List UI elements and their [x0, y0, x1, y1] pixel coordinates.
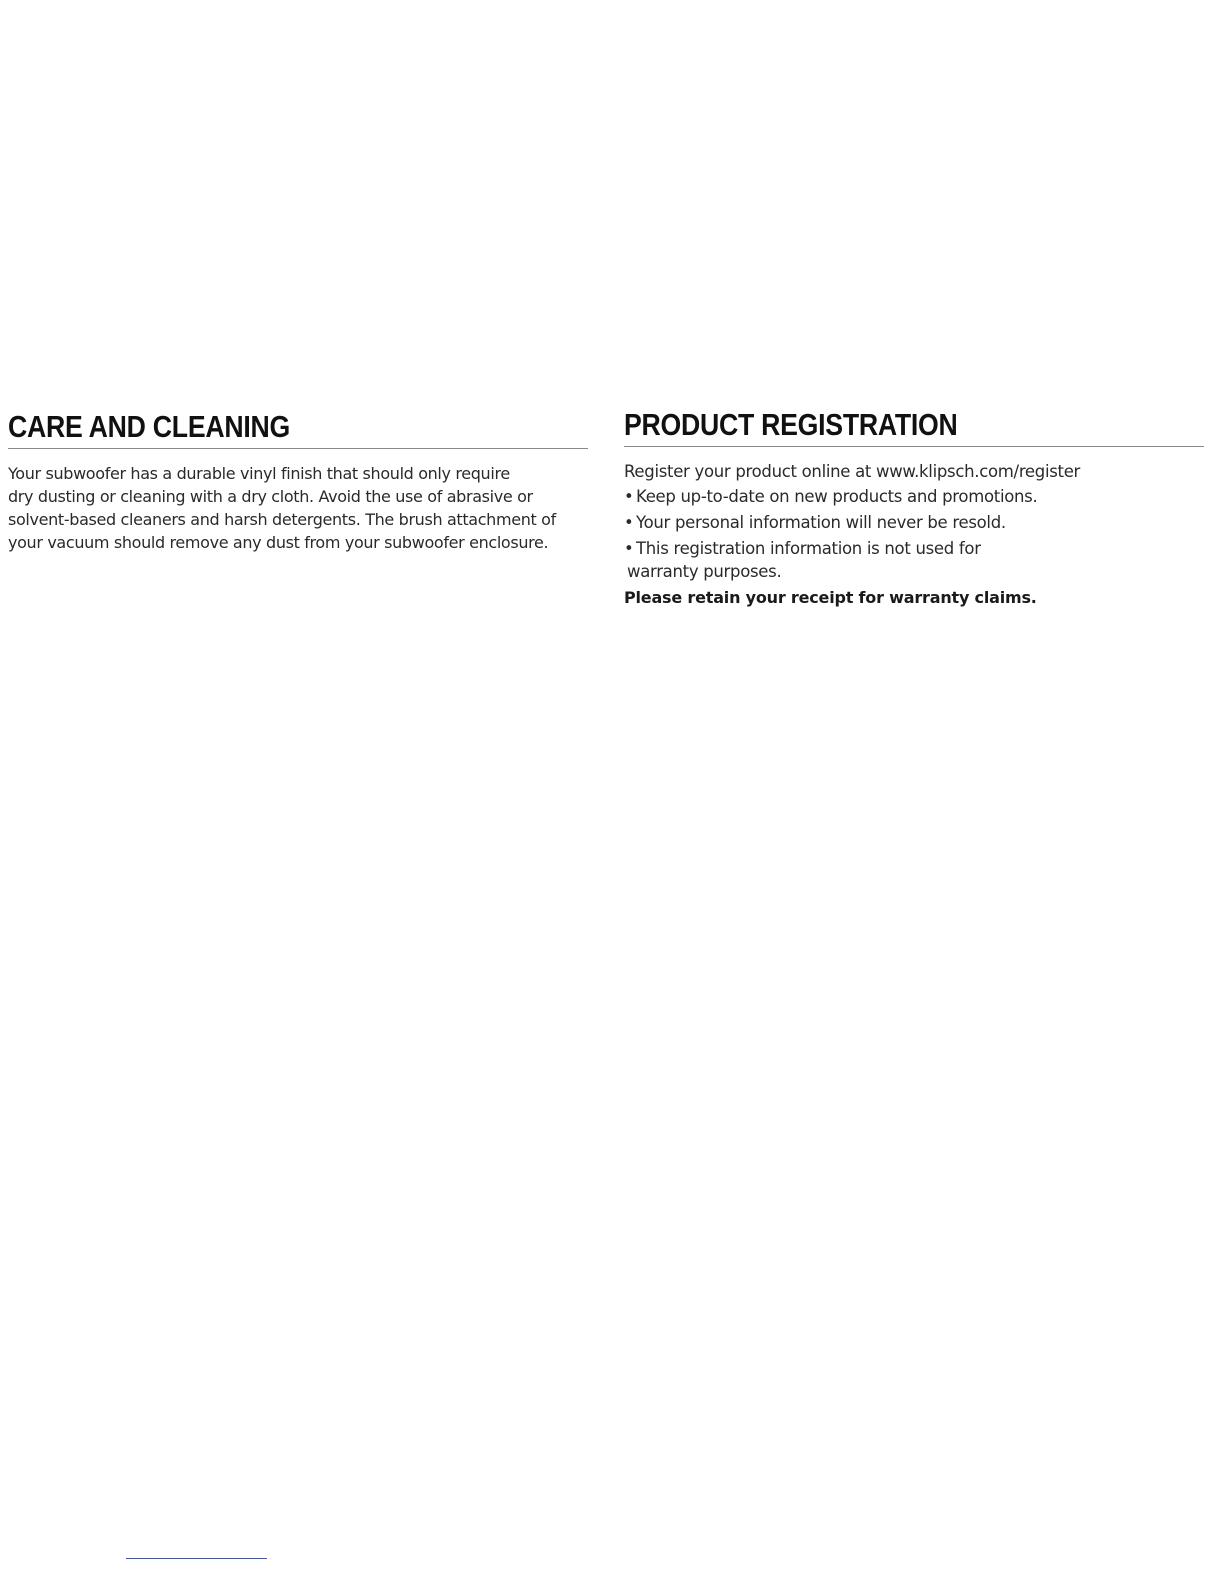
product-registration-section — [624, 406, 1204, 610]
care-body-line: dry dusting or cleaning with a dry cloth. Avoid the use of abrasive or — [8, 487, 533, 506]
registration-title-divider — [624, 446, 1204, 447]
bullet-text-continuation: warranty purposes. — [627, 562, 782, 581]
care-body-line: your vacuum should remove any dust from your subwoofer enclosure. — [8, 533, 549, 552]
registration-benefits-list — [624, 485, 1204, 583]
care-body-line: solvent-based cleaners and harsh detergents. The brush attachment of — [8, 510, 556, 529]
list-item — [624, 511, 1204, 534]
bullet-icon: • — [624, 513, 634, 532]
bullet-text: Keep up-to-date on new products and promotions. — [636, 487, 1038, 506]
registration-intro: Register your product online at www.klipsch.com/register — [624, 462, 1081, 481]
list-item — [624, 537, 1204, 583]
retain-receipt-note: Please retain your receipt for warranty claims. — [624, 588, 1037, 607]
care-and-cleaning-section — [8, 408, 588, 554]
care-and-cleaning-body — [8, 462, 588, 554]
footer-rule — [126, 1558, 267, 1559]
care-and-cleaning-title: CARE AND CLEANING — [8, 409, 290, 444]
care-title-divider — [8, 448, 588, 449]
bullet-icon: • — [624, 539, 634, 558]
bullet-text: Your personal information will never be resold. — [636, 513, 1006, 532]
care-body-line: Your subwoofer has a durable vinyl finish that should only require — [8, 464, 510, 483]
product-registration-title: PRODUCT REGISTRATION — [624, 407, 958, 442]
bullet-text: This registration information is not used for — [636, 539, 981, 558]
list-item — [624, 485, 1204, 508]
bullet-icon: • — [624, 487, 634, 506]
